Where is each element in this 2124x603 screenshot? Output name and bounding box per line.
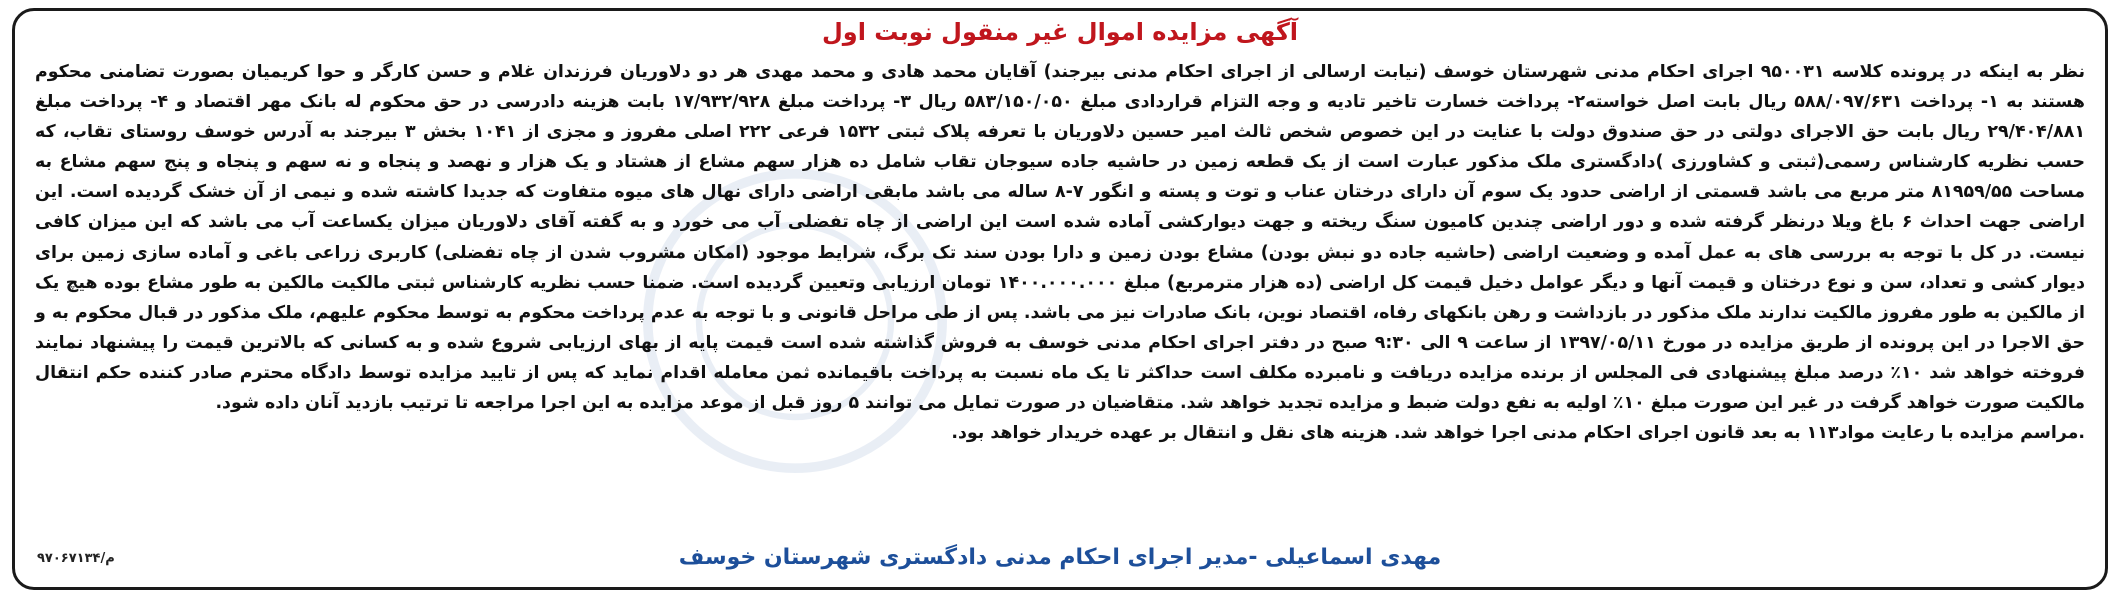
notice-frame: [12, 8, 2108, 590]
notice-paragraph-ceremony: .مراسم مزایده با رعایت مواد۱۱۳ به بعد قانون اجرای احکام مدنی اجرا خواهد شد. هزینه های نقل و انتقال بر عهده خریدار خواهد بود.: [951, 423, 2085, 444]
notice-body: [35, 57, 2085, 448]
signature-line: مهدی اسماعیلی -مدیر اجرای احکام مدنی دادگستری شهرستان خوسف: [678, 545, 1442, 570]
reference-code: م/۹۷۰۶۷۱۳۴: [37, 551, 115, 566]
notice-title: آگهی مزایده اموال غیر منقول نوبت اول: [821, 18, 1299, 46]
notice-paragraph-main: نظر به اینکه در پرونده کلاسه ۹۵۰۰۳۱ اجرای احکام مدنی شهرستان خوسف (نیابت ارسالی از اجرای احکام مدنی بیرجند) آقایان محمد هادی و محمد مهدی هر دو دلاوریان فرزندان غلام و حسن کارگر و حوا کریمیان بصورت تضامنی محکوم هستند به ۱- پرداخت ۵۸۸/۰۹۷/۶۳۱ ریال بابت اصل خواسته۲- پرداخت خسارت تاخیر تادیه و وجه التزام قراردادی مبلغ ۵۸۳/۱۵۰/۰۵۰ ریال ۳- پرداخت مبلغ ۱۷/۹۳۲/۹۲۸ بابت هزینه دادرسی در حق محکوم له بانک مهر اقتصاد و ۴- پرداخت مبلغ ۲۹/۴۰۴/۸۸۱ ریال بابت حق الاجرای دولتی در حق صندوق دولت با عنایت در این خصوص شخص ثالث امیر حسین دلاوریان با تعرفه پلاک ثبتی ۱۵۳۲ فرعی ۲۲۲ اصلی مفروز و مجزی از ۱۰۴۱ بخش ۳ بیرجند به آدرس خوسف روستای تقاب، که حسب نظریه کارشناس رسمی(ثبتی و کشاورزی )دادگستری ملک مذکور عبارت است از یک قطعه زمین در حاشیه جاده سیوجان تقاب شامل ده هزار سهم مشاع از هشتاد و یک هزار و نهصد و پنجاه و نه سهم و پنجاه و پنج سهم مشاع به مساحت ۸۱۹۵۹/۵۵ متر مربع می باشد قسمتی از اراضی حدود یک سوم آن دارای درختان عناب و توت و پسته و انگور ۷-۸ ساله می باشد مابقی اراضی دارای نهال های میوه متفاوت که جدیدا کاشته شده و نیمی از آن خشک گردیده است. این اراضی جهت احداث ۶ باغ ویلا درنظر گرفته شده و دور اراضی چندین کامیون سنگ ریخته و جهت دیوارکشی آماده شده است این اراضی از چاه تفضلی آب می خورد و به گفته آقای دلاوریان میزان یکساعت آب می باشد که این میزان کافی نیست. در کل با توجه به بررسی های به عمل آمده و وضعیت اراضی (حاشیه جاده دو نبش بودن) مشاع بودن زمین و دارا بودن سند تک برگ، شرایط موجود (امکان مشروب شدن از چاه تفضلی) کاربری زراعی باغی و آماده سازی زمین برای دیوار کشی و تعداد، سن و نوع درختان و قیمت آنها و دیگر عوامل دخیل قیمت کل اراضی (ده هزار مترمربع) مبلغ ۱۴۰۰.۰۰۰.۰۰۰ تومان ارزیابی وتعیین گردیده است. ضمنا حسب نظریه کارشناس ثبتی مالکیت مالکین به طور مشاع بوده هیچ یک از مالکین به طور مفروز مالکیت ندارند ملک مذکور در بازداشت و رهن بانکهای رفاه، اقتصاد نوین، بانک صادرات نیز می باشد. پس از طی مراحل قانونی و با توجه به عدم پرداخت محکوم به توسط محکوم علیهم، ملک مذکور در قبال محکوم به و حق الاجرا در این پرونده از طریق مزایده در مورخ ۱۳۹۷/۰۵/۱۱ از ساعت ۹ الی ۹:۳۰ صبح در دفتر اجرای احکام مدنی خوسف به فروش گذاشته شده است قیمت پایه از بهای ارزیابی شروع شده و به کسانی که بالاترین قیمت را پیشنهاد نمایند فروخته خواهد شد ۱۰٪ درصد مبلغ پیشنهادی فی المجلس از برنده مزایده دریافت و نامبرده مکلف است حداکثر تا یک ماه نسبت به پرداخت باقیمانده ثمن معامله اقدام نماید که پس از تایید مزایده توسط دادگاه محترم صادر کننده حکم انتقال مالکیت صورت خواهد گرفت در غیر این صورت مبلغ ۱۰٪ اولیه به نفع دولت ضبط و مزایده تجدید خواهد شد. متقاضیان در صورت تمایل می توانند ۵ روز قبل از موعد مزایده به این اجرا مراجعه تا ترتیب بازدید آنان داده شود.: [35, 62, 2086, 414]
